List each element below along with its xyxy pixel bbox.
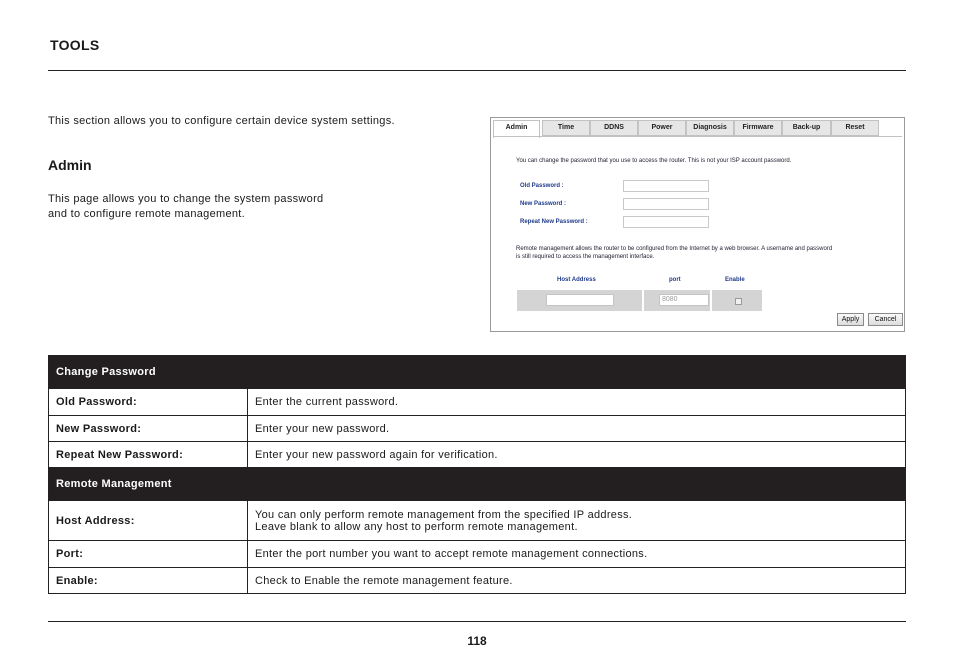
tab-underline — [493, 136, 902, 137]
row-value: Check to Enable the remote management feature. — [248, 568, 906, 594]
row-key: Port: — [49, 541, 248, 568]
tab-backup[interactable]: Back-up — [782, 120, 831, 136]
table-row — [49, 568, 906, 594]
port-column-label: port — [669, 277, 681, 283]
tab-firmware[interactable]: Firmware — [734, 120, 782, 136]
page-section-title: TOOLS — [50, 37, 100, 53]
table-row — [49, 501, 906, 541]
new-password-input[interactable] — [623, 198, 709, 210]
row-value — [248, 501, 906, 541]
tab-diagnosis[interactable]: Diagnosis — [686, 120, 734, 136]
repeat-password-label: Repeat New Password : — [520, 219, 588, 225]
settings-table — [48, 355, 906, 594]
remote-note-line-1: Remote management allows the router to be configured from the Internet by a web browser. A username and password — [516, 246, 833, 252]
remote-management-note — [516, 245, 904, 261]
admin-description-line-1: This page allows you to change the system password — [48, 193, 324, 205]
row-value: Enter the current password. — [248, 389, 906, 416]
top-divider — [48, 70, 906, 71]
admin-heading: Admin — [48, 157, 92, 173]
tab-power[interactable]: Power — [638, 120, 686, 136]
host-address-column-label: Host Address — [557, 277, 596, 283]
cancel-button[interactable]: Cancel — [868, 313, 903, 326]
row-key: Host Address: — [49, 501, 248, 541]
tab-reset[interactable]: Reset — [831, 120, 879, 136]
old-password-label: Old Password : — [520, 183, 564, 189]
table-group-header — [49, 468, 906, 501]
tab-time[interactable]: Time — [542, 120, 590, 136]
tab-admin[interactable]: Admin — [493, 120, 540, 138]
intro-text: This section allows you to configure certain device system settings. — [48, 115, 395, 127]
port-input[interactable]: 8080 — [659, 294, 709, 306]
password-note: You can change the password that you use to access the router. This is not your ISP account password. — [516, 158, 792, 164]
table-row — [49, 442, 906, 468]
row-value: Enter the port number you want to accept remote management connections. — [248, 541, 906, 568]
new-password-label: New Password : — [520, 201, 567, 207]
enable-checkbox[interactable] — [735, 298, 742, 305]
row-value: Enter your new password again for verification. — [248, 442, 906, 468]
admin-description — [48, 192, 378, 222]
row-key: Repeat New Password: — [49, 442, 248, 468]
bottom-divider — [48, 621, 906, 622]
table-row — [49, 541, 906, 568]
table-row — [49, 416, 906, 442]
table-row — [49, 389, 906, 416]
remote-management-group: Remote Management — [49, 468, 906, 501]
change-password-group: Change Password — [49, 356, 906, 389]
host-address-input[interactable] — [546, 294, 614, 306]
row-key: New Password: — [49, 416, 248, 442]
row-key: Old Password: — [49, 389, 248, 416]
admin-description-line-2: and to configure remote management. — [48, 208, 246, 220]
table-group-header — [49, 356, 906, 389]
router-tab-bar — [493, 120, 879, 136]
row-value-line-2: Leave blank to allow any host to perform remote management. — [255, 520, 578, 533]
row-value: Enter your new password. — [248, 416, 906, 442]
repeat-password-input[interactable] — [623, 216, 709, 228]
page-number: 118 — [467, 634, 487, 648]
row-value-line-1: You can only perform remote management from the specified IP address. — [255, 508, 633, 521]
old-password-input[interactable] — [623, 180, 709, 192]
remote-note-line-2: is still required to access the management interface. — [516, 254, 655, 260]
enable-column-label: Enable — [725, 277, 745, 283]
apply-button[interactable]: Apply — [837, 313, 864, 326]
tab-ddns[interactable]: DDNS — [590, 120, 638, 136]
row-key: Enable: — [49, 568, 248, 594]
router-admin-screenshot — [490, 117, 905, 332]
